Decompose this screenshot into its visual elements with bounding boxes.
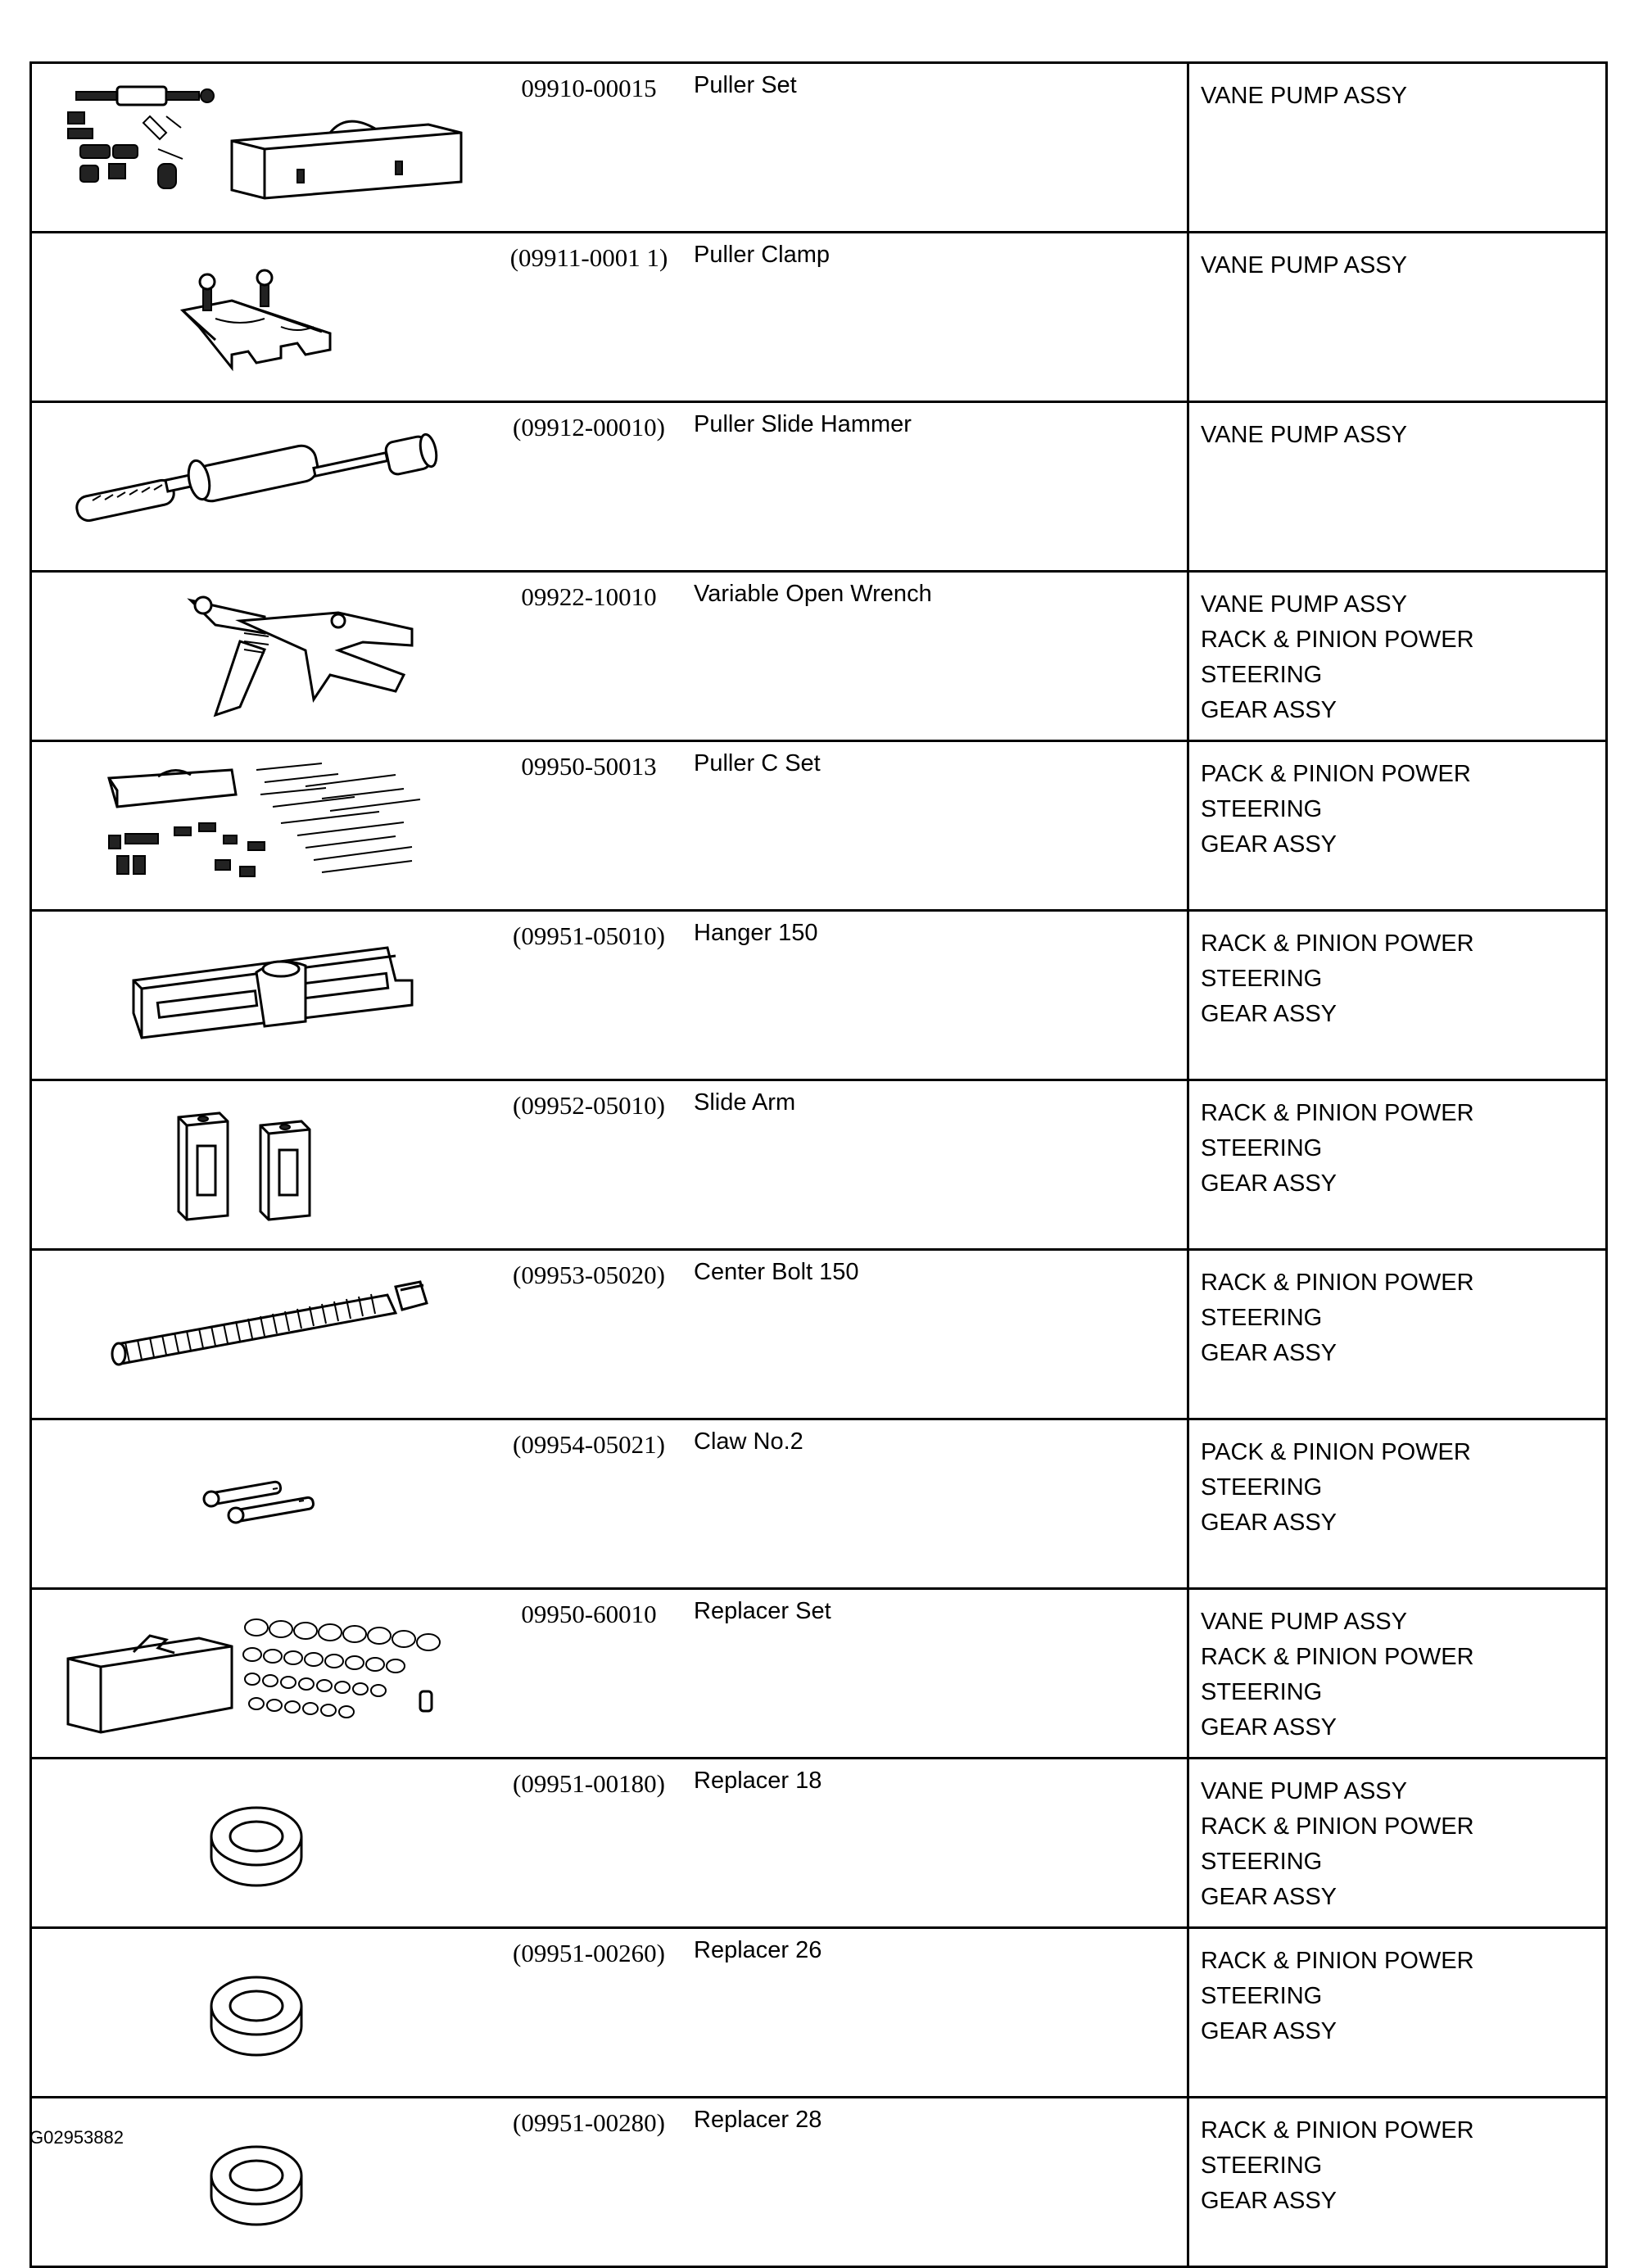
tool-name: Puller Clamp bbox=[694, 242, 830, 268]
application-cell bbox=[1188, 233, 1607, 402]
application-line: RACK & PINION POWER STEERING bbox=[1201, 1100, 1474, 1161]
application-line: GEAR ASSY bbox=[1201, 1001, 1338, 1027]
application-cell bbox=[1188, 572, 1607, 741]
application-line: PACK & PINION POWER STEERING bbox=[1201, 1439, 1471, 1501]
tool-cell bbox=[31, 1080, 1188, 1250]
tool-name: Puller Set bbox=[694, 72, 797, 98]
table-row bbox=[31, 1419, 1607, 1589]
table-row bbox=[31, 1250, 1607, 1419]
application-cell bbox=[1188, 2098, 1607, 2267]
table-row bbox=[31, 2098, 1607, 2267]
tool-name: Replacer 28 bbox=[694, 2107, 822, 2133]
replacer-ring-icon bbox=[35, 1763, 478, 1910]
tool-cell bbox=[31, 233, 1188, 402]
replacer-set-icon bbox=[35, 1593, 478, 1741]
application-line: RACK & PINION POWER STEERING bbox=[1201, 1270, 1474, 1331]
tool-name: Replacer Set bbox=[694, 1598, 831, 1624]
application-cell bbox=[1188, 402, 1607, 572]
tool-name: Slide Arm bbox=[694, 1089, 796, 1116]
application-cell bbox=[1188, 911, 1607, 1080]
application-line: VANE PUMP ASSY bbox=[1201, 1609, 1407, 1635]
table-row bbox=[31, 1589, 1607, 1759]
tool-cell bbox=[31, 1759, 1188, 1928]
claw-icon bbox=[35, 1424, 478, 1571]
open-wrench-icon bbox=[35, 576, 478, 723]
slide-hammer-icon bbox=[35, 406, 478, 554]
application-line: GEAR ASSY bbox=[1201, 1170, 1338, 1197]
table-row bbox=[31, 911, 1607, 1080]
table-row bbox=[31, 233, 1607, 402]
puller-clamp-icon bbox=[35, 237, 478, 384]
tool-name: Replacer 18 bbox=[694, 1768, 822, 1794]
application-line: RACK & PINION POWER STEERING bbox=[1201, 2117, 1474, 2179]
application-line: VANE PUMP ASSY bbox=[1201, 83, 1407, 109]
tool-name: Center Bolt 150 bbox=[694, 1259, 859, 1285]
application-line: GEAR ASSY bbox=[1201, 2018, 1338, 2044]
application-line: VANE PUMP ASSY bbox=[1201, 591, 1407, 618]
replacer-ring-icon bbox=[35, 2102, 478, 2249]
application-line: VANE PUMP ASSY bbox=[1201, 422, 1407, 448]
application-cell bbox=[1188, 1080, 1607, 1250]
figure-id: G02953882 bbox=[29, 2127, 124, 2148]
application-line: VANE PUMP ASSY bbox=[1201, 252, 1407, 278]
application-line: RACK & PINION POWER STEERING bbox=[1201, 930, 1474, 992]
tool-name: Variable Open Wrench bbox=[694, 581, 932, 607]
hanger-icon bbox=[35, 915, 478, 1062]
application-line: GEAR ASSY bbox=[1201, 1340, 1338, 1366]
slide-arm-icon bbox=[35, 1084, 478, 1232]
part-number: (09951-00260) bbox=[513, 1939, 665, 1967]
application-cell bbox=[1188, 741, 1607, 911]
part-number: (09951-05010) bbox=[513, 921, 665, 950]
table-row bbox=[31, 741, 1607, 911]
tool-name: Replacer 26 bbox=[694, 1937, 822, 1963]
table-row bbox=[31, 1080, 1607, 1250]
application-cell bbox=[1188, 1250, 1607, 1419]
application-line: GEAR ASSY bbox=[1201, 1510, 1338, 1536]
tool-cell bbox=[31, 911, 1188, 1080]
tool-cell bbox=[31, 1419, 1188, 1589]
application-line: RACK & PINION POWER STEERING bbox=[1201, 1644, 1474, 1705]
tool-cell bbox=[31, 572, 1188, 741]
part-number: (09952-05010) bbox=[513, 1091, 665, 1120]
application-cell bbox=[1188, 63, 1607, 233]
application-line: RACK & PINION POWER STEERING bbox=[1201, 627, 1474, 688]
tool-cell bbox=[31, 1589, 1188, 1759]
application-line: GEAR ASSY bbox=[1201, 1884, 1338, 1910]
part-number: (09911-0001 1) bbox=[509, 243, 668, 272]
part-number: (09951-00280) bbox=[513, 2108, 665, 2137]
application-line: GEAR ASSY bbox=[1201, 831, 1338, 858]
tool-cell bbox=[31, 402, 1188, 572]
application-line: GEAR ASSY bbox=[1201, 697, 1338, 723]
tool-name: Puller C Set bbox=[694, 750, 821, 776]
application-line: VANE PUMP ASSY bbox=[1201, 1778, 1407, 1804]
application-line: GEAR ASSY bbox=[1201, 1714, 1338, 1741]
tool-cell bbox=[31, 2098, 1188, 2267]
application-line: RACK & PINION POWER STEERING bbox=[1201, 1813, 1474, 1875]
table-row bbox=[31, 1759, 1607, 1928]
tool-name: Puller Slide Hammer bbox=[694, 411, 912, 437]
part-number: 09950-50013 bbox=[521, 752, 657, 781]
tool-cell bbox=[31, 1928, 1188, 2098]
tool-name: Claw No.2 bbox=[694, 1428, 803, 1455]
application-cell bbox=[1188, 1419, 1607, 1589]
part-number: (09953-05020) bbox=[513, 1261, 665, 1289]
application-cell bbox=[1188, 1759, 1607, 1928]
tool-cell bbox=[31, 1250, 1188, 1419]
puller-c-set-icon bbox=[35, 745, 478, 893]
application-cell bbox=[1188, 1589, 1607, 1759]
center-bolt-icon bbox=[35, 1254, 478, 1401]
table-row bbox=[31, 402, 1607, 572]
application-line: PACK & PINION POWER STEERING bbox=[1201, 761, 1471, 822]
part-number: (09951-00180) bbox=[513, 1769, 665, 1798]
part-number: 09922-10010 bbox=[521, 582, 657, 611]
tool-name: Hanger 150 bbox=[694, 920, 818, 946]
application-line: RACK & PINION POWER STEERING bbox=[1201, 1948, 1474, 2009]
application-cell bbox=[1188, 1928, 1607, 2098]
application-line: GEAR ASSY bbox=[1201, 2188, 1338, 2214]
tool-cell bbox=[31, 741, 1188, 911]
special-tools-table bbox=[29, 61, 1608, 2268]
part-number: 09950-60010 bbox=[521, 1600, 657, 1628]
table-row bbox=[31, 63, 1607, 233]
part-number: 09910-00015 bbox=[521, 74, 657, 102]
table-row bbox=[31, 1928, 1607, 2098]
table-row bbox=[31, 572, 1607, 741]
special-tools-sheet bbox=[29, 61, 1605, 2268]
part-number: (09954-05021) bbox=[513, 1430, 665, 1459]
part-number: (09912-00010) bbox=[513, 413, 665, 441]
puller-set-icon bbox=[35, 67, 478, 215]
replacer-ring-icon bbox=[35, 1932, 478, 2080]
tool-cell bbox=[31, 63, 1188, 233]
